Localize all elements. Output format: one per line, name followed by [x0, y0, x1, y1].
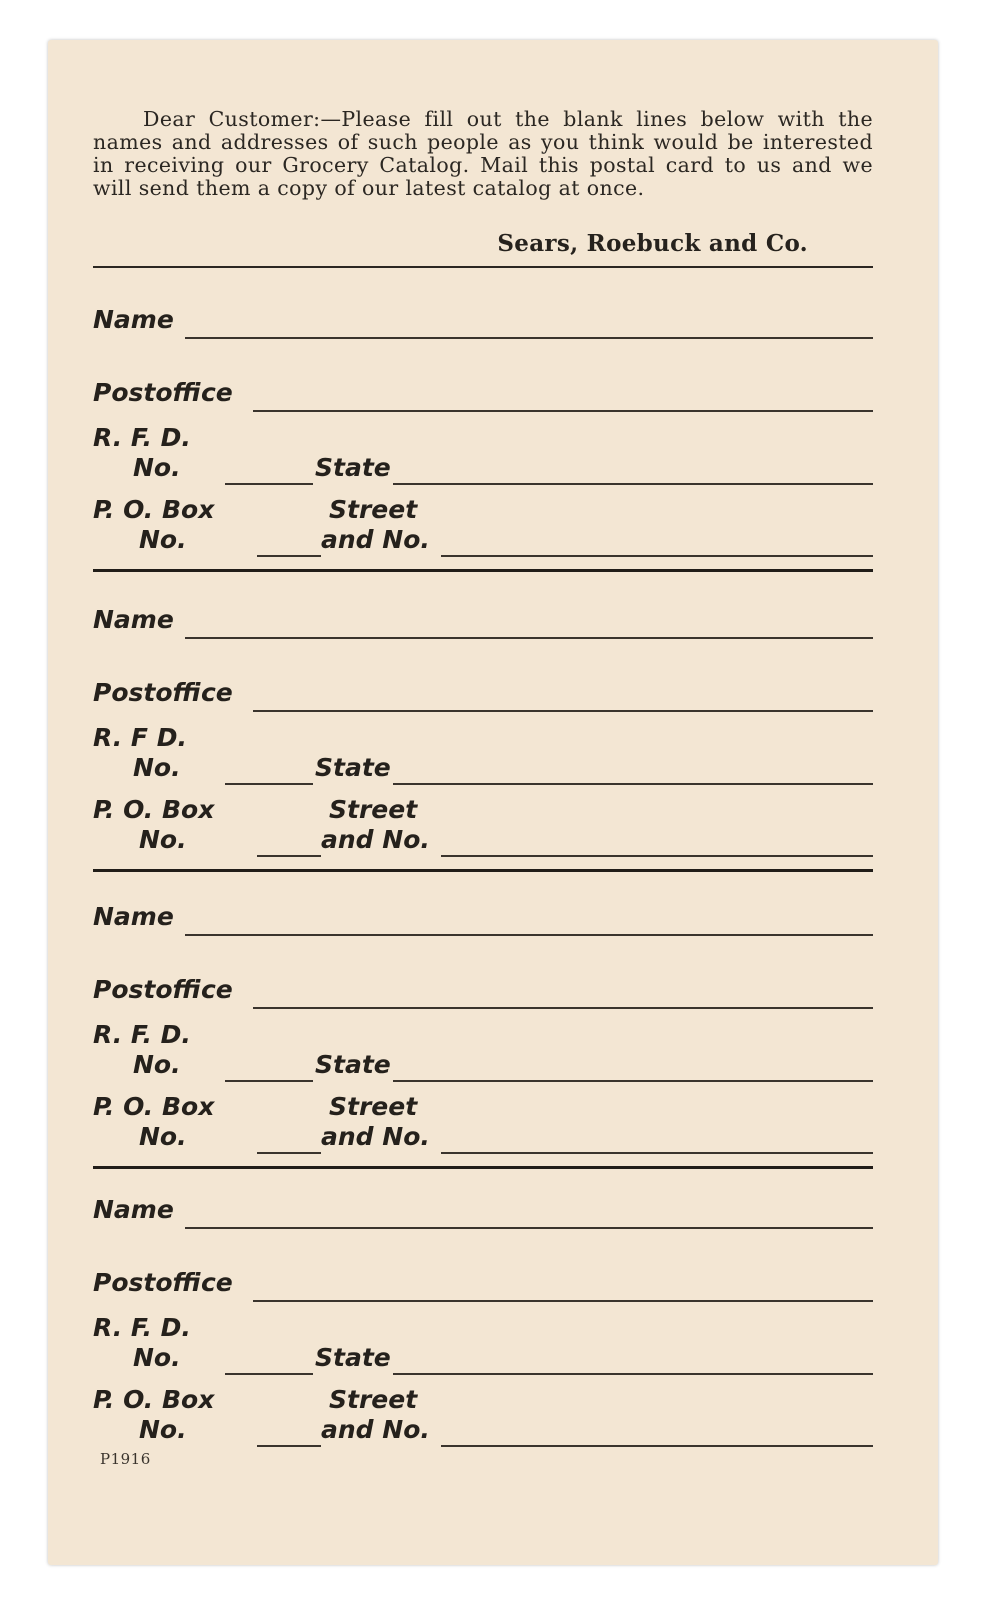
header-rule: [93, 266, 873, 268]
entry-separator: [93, 1166, 873, 1169]
rfd-label: R. F D.: [93, 723, 187, 752]
street-label: Street: [329, 1385, 418, 1414]
state-field[interactable]: [393, 1373, 873, 1375]
address-entry-1: [93, 305, 873, 595]
state-field[interactable]: [393, 1080, 873, 1082]
rfd-label: R. F. D.: [93, 1313, 191, 1342]
street-no-label: and No.: [321, 1415, 430, 1444]
pobox-label: P. O. Box: [93, 795, 215, 824]
state-field[interactable]: [393, 783, 873, 785]
pobox-no-label: No.: [139, 825, 187, 854]
print-code: P1916: [100, 1450, 151, 1468]
street-field[interactable]: [441, 555, 873, 557]
address-entry-4: [93, 1195, 873, 1485]
street-field[interactable]: [441, 1152, 873, 1154]
pobox-no-field[interactable]: [257, 1445, 321, 1447]
name-field[interactable]: [185, 337, 873, 339]
rfd-no-field[interactable]: [225, 483, 313, 485]
rfd-label: R. F. D.: [93, 423, 191, 452]
street-label: Street: [329, 795, 418, 824]
postal-card: [48, 40, 938, 1565]
street-label: Street: [329, 495, 418, 524]
rfd-label: R. F. D.: [93, 1020, 191, 1049]
rfd-no-field[interactable]: [225, 783, 313, 785]
street-label: Street: [329, 1092, 418, 1121]
rfd-no-label: No.: [133, 1050, 181, 1079]
street-field[interactable]: [441, 855, 873, 857]
company-signature: Sears, Roebuck and Co.: [497, 230, 808, 257]
entry-separator: [93, 869, 873, 872]
postoffice-field[interactable]: [253, 1300, 873, 1302]
pobox-no-field[interactable]: [257, 555, 321, 557]
rfd-no-field[interactable]: [225, 1080, 313, 1082]
name-field[interactable]: [185, 637, 873, 639]
postoffice-label: Postoffice: [93, 378, 233, 407]
street-no-label: and No.: [321, 525, 430, 554]
pobox-no-label: No.: [139, 1415, 187, 1444]
pobox-no-label: No.: [139, 1122, 187, 1151]
entry-separator: [93, 569, 873, 572]
name-field[interactable]: [185, 934, 873, 936]
state-label: State: [315, 1050, 391, 1079]
pobox-no-field[interactable]: [257, 855, 321, 857]
address-entry-2: [93, 605, 873, 895]
postoffice-label: Postoffice: [93, 975, 233, 1004]
pobox-label: P. O. Box: [93, 1385, 215, 1414]
street-field[interactable]: [441, 1445, 873, 1447]
state-label: State: [315, 453, 391, 482]
name-label: Name: [93, 605, 174, 634]
rfd-no-label: No.: [133, 453, 181, 482]
name-label: Name: [93, 902, 174, 931]
state-field[interactable]: [393, 483, 873, 485]
postoffice-label: Postoffice: [93, 1268, 233, 1297]
postoffice-field[interactable]: [253, 710, 873, 712]
rfd-no-label: No.: [133, 1343, 181, 1372]
pobox-label: P. O. Box: [93, 1092, 215, 1121]
address-entry-3: [93, 902, 873, 1192]
state-label: State: [315, 1343, 391, 1372]
postoffice-field[interactable]: [253, 410, 873, 412]
intro-text: Dear Customer:—Please fill out the blank lines below with the names and addresses of such people as you think would be interested in receiving our Grocery Catalog. Mail this postal card to us and we will send them a copy of our latest catalog at once.: [93, 107, 873, 200]
pobox-label: P. O. Box: [93, 495, 215, 524]
name-label: Name: [93, 305, 174, 334]
state-label: State: [315, 753, 391, 782]
rfd-no-label: No.: [133, 753, 181, 782]
intro-paragraph: [93, 108, 873, 200]
pobox-no-label: No.: [139, 525, 187, 554]
name-field[interactable]: [185, 1227, 873, 1229]
street-no-label: and No.: [321, 1122, 430, 1151]
postoffice-field[interactable]: [253, 1007, 873, 1009]
street-no-label: and No.: [321, 825, 430, 854]
name-label: Name: [93, 1195, 174, 1224]
pobox-no-field[interactable]: [257, 1152, 321, 1154]
postoffice-label: Postoffice: [93, 678, 233, 707]
rfd-no-field[interactable]: [225, 1373, 313, 1375]
